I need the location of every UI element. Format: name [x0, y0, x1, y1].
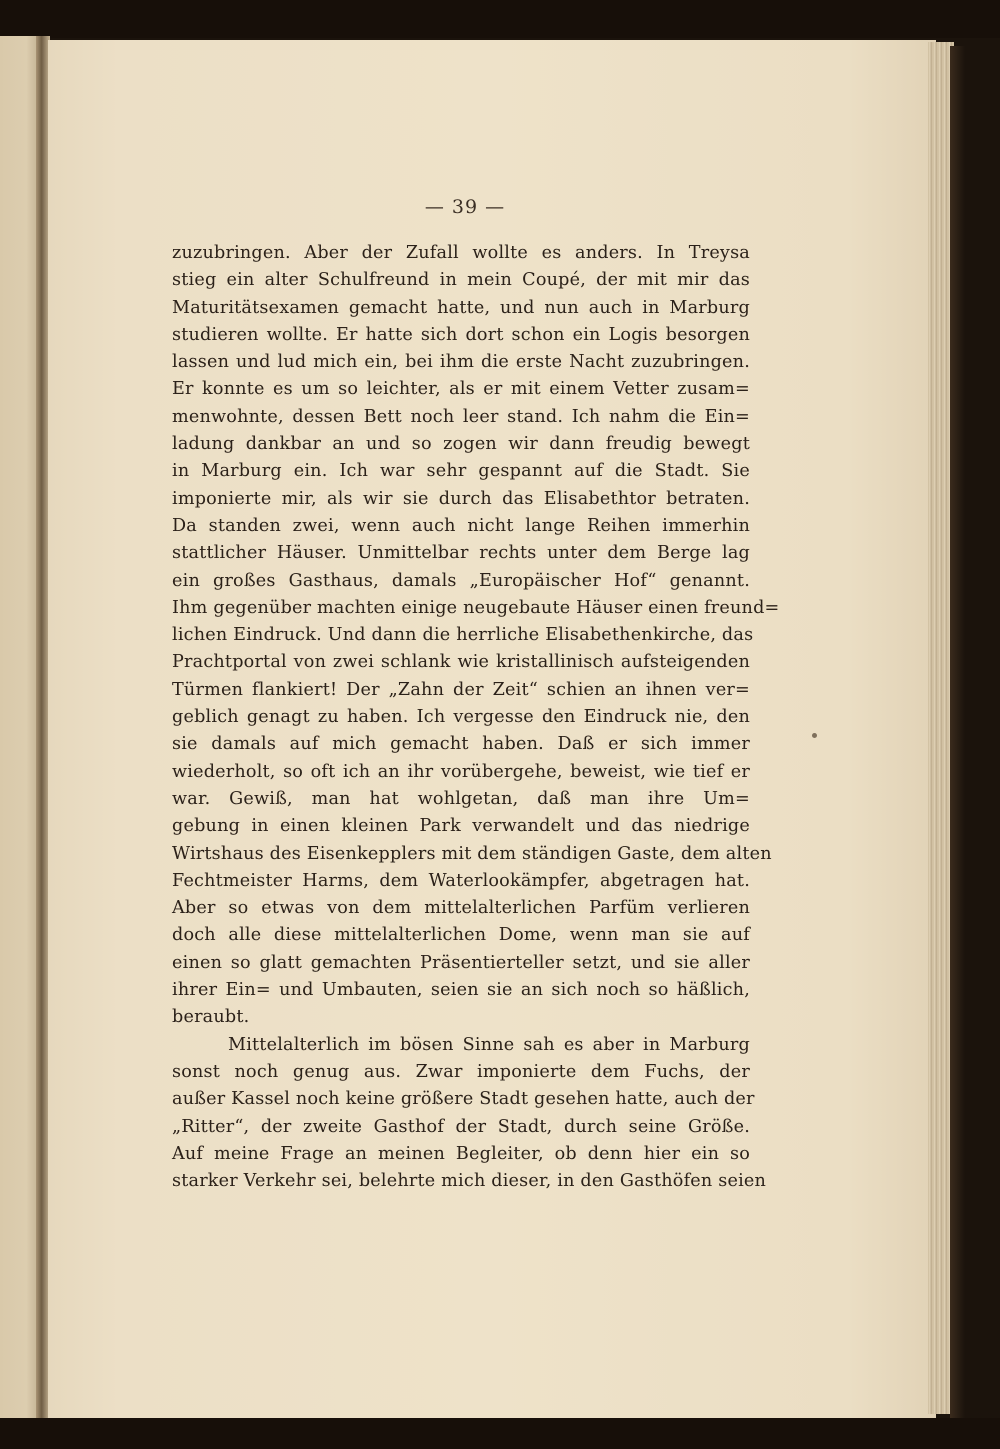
scan-border-bottom	[0, 1418, 1000, 1449]
scan-border-top	[0, 0, 1000, 38]
text-line: sonst noch genug aus. Zwar imponierte dem Fuchs, der	[172, 1061, 750, 1082]
text-line: menwohnte, dessen Bett noch leer stand. Ich nahm die Ein=	[172, 406, 750, 427]
text-line: Ihm gegenüber machten einige neugebaute Häuser einen freund=	[172, 597, 780, 618]
text-line: in Marburg ein. Ich war sehr gespannt auf die Stadt. Sie	[172, 461, 750, 482]
text-line: Türmen flankiert! Der „Zahn der Zeit“ schien an ihnen ver=	[172, 679, 750, 700]
text-line: stieg ein alter Schulfreund in mein Coupé, der mit mir das	[172, 270, 750, 291]
text-line: Maturitätsexamen gemacht hatte, und nun auch in Marburg	[172, 297, 750, 318]
text-line: Wirtshaus des Eisenkepplers mit dem ständigen Gaste, dem alten	[172, 843, 772, 864]
text-line: ein großes Gasthaus, damals „Europäischer Hof“ genannt.	[172, 570, 750, 591]
text-line: Da standen zwei, wenn auch nicht lange Reihen immerhin	[172, 515, 750, 536]
text-line: gebung in einen kleinen Park verwandelt und das niedrige	[172, 816, 750, 837]
text-line: ladung dankbar an und so zogen wir dann freudig bewegt	[172, 434, 750, 455]
text-line: Aber so etwas von dem mittelalterlichen Parfüm verlieren	[172, 898, 750, 919]
text-line: wiederholt, so oft ich an ihr vorübergehe, beweist, wie tief er	[172, 761, 750, 782]
paper-speck	[812, 733, 817, 738]
text-line: starker Verkehr sei, belehrte mich dieser, in den Gasthöfen seien	[172, 1171, 767, 1192]
text-line: zuzubringen. Aber der Zufall wollte es anders. In Treysa	[172, 243, 750, 263]
text-line: sie damals auf mich gemacht haben. Daß er sich immer	[172, 734, 750, 755]
text-line: Prachtportal von zwei schlank wie kristallinisch aufsteigenden	[172, 652, 750, 673]
text-line: Fechtmeister Harms, dem Waterlookämpfer, abgetragen hat.	[172, 870, 750, 891]
page-body-text	[172, 240, 780, 1195]
text-line: lassen und lud mich ein, bei ihm die erste Nacht zuzubringen.	[172, 352, 750, 373]
text-line: Er konnte es um so leichter, als er mit einem Vetter zusam=	[172, 379, 750, 400]
text-line: lichen Eindruck. Und dann die herrliche Elisabethenkirche, das	[172, 625, 754, 646]
text-line: war. Gewiß, man hat wohlgetan, daß man ihre Um=	[172, 788, 750, 809]
text-line: außer Kassel noch keine größere Stadt gesehen hatte, auch der	[172, 1089, 755, 1110]
text-line: Auf meine Frage an meinen Begleiter, ob denn hier ein so	[172, 1143, 750, 1164]
text-line: doch alle diese mittelalterlichen Dome, wenn man sie auf	[172, 925, 750, 946]
text-line: geblich genagt zu haben. Ich vergesse den Eindruck nie, den	[172, 707, 750, 728]
text-line: ihrer Ein= und Umbauten, seien sie an sich noch so häßlich,	[172, 980, 750, 1001]
text-line: „Ritter“, der zweite Gasthof der Stadt, durch seine Größe.	[172, 1116, 750, 1137]
text-line: studieren wollte. Er hatte sich dort schon ein Logis besorgen	[172, 324, 750, 345]
text-line: einen so glatt gemachten Präsentierteller setzt, und sie aller	[172, 952, 750, 973]
scan-border-right	[950, 46, 1000, 1418]
text-line: stattlicher Häuser. Unmittelbar rechts unter dem Berge lag	[172, 543, 750, 564]
page-number: — 39 —	[424, 196, 506, 218]
text-line: Mittelalterlich im bösen Sinne sah es aber in Marburg	[228, 1034, 750, 1055]
text-line: beraubt.	[172, 1007, 250, 1028]
text-line: imponierte mir, als wir sie durch das Elisabethtor betraten.	[172, 488, 750, 509]
